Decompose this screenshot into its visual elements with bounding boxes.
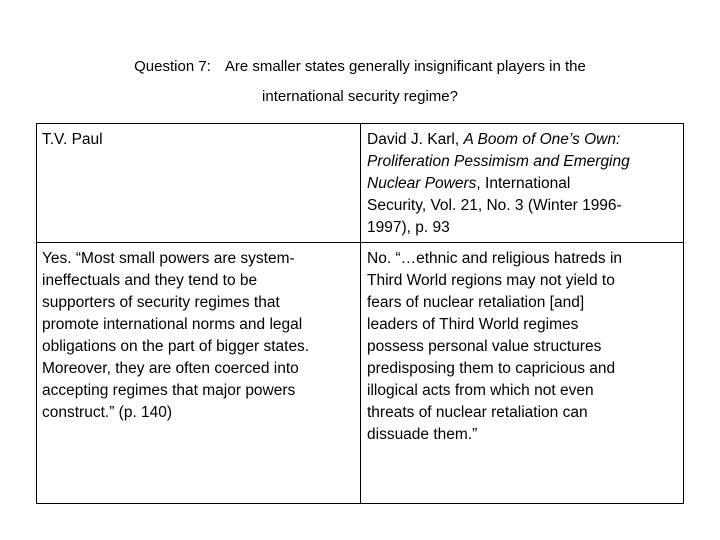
citation-line-3 xyxy=(367,173,681,195)
quote-right-line: No. “…ethnic and religious hatreds in xyxy=(367,250,623,267)
question-title-line-2: international security regime? xyxy=(262,88,458,105)
header-right-cell xyxy=(367,129,681,239)
citation-line-4: Security, Vol. 21, No. 3 (Winter 1996- xyxy=(367,197,622,214)
quote-right-line: Third World regions may not yield to xyxy=(367,272,615,289)
citation-title-3: Nuclear Powers xyxy=(367,175,477,192)
quote-left-line: Yes. “Most small powers are system- xyxy=(42,250,295,267)
body-left-cell xyxy=(42,248,358,424)
citation-line-1 xyxy=(367,129,681,151)
row-divider xyxy=(37,242,683,243)
quote-left-line: ineffectuals and they tend to be xyxy=(42,272,258,289)
column-divider xyxy=(360,124,361,503)
citation-title-1: A Boom of One’s Own: xyxy=(463,131,621,148)
citation-line-2 xyxy=(367,151,681,173)
body-right-cell xyxy=(367,248,681,446)
citation-line-5: 1997), p. 93 xyxy=(367,219,450,236)
quote-left-line: Moreover, they are often coerced into xyxy=(42,360,299,377)
comparison-table xyxy=(36,123,684,504)
citation-author: David J. Karl, xyxy=(367,131,464,148)
quote-left-line: supporters of security regimes that xyxy=(42,294,280,311)
citation-journal: , International xyxy=(476,175,571,192)
quote-left-line: obligations on the part of bigger states. xyxy=(42,338,310,355)
citation-title-2: Proliferation Pessimism and Emerging xyxy=(367,153,630,170)
quote-left-line: construct.” (p. 140) xyxy=(42,404,173,421)
question-title-line-1 xyxy=(0,58,720,75)
quote-right-line: illogical acts from which not even xyxy=(367,382,594,399)
question-label: Question 7: xyxy=(134,58,211,75)
quote-right-line: threats of nuclear retaliation can xyxy=(367,404,588,421)
quote-right-line: fears of nuclear retaliation [and] xyxy=(367,294,585,311)
quote-right-line: leaders of Third World regimes xyxy=(367,316,579,333)
quote-left-line: promote international norms and legal xyxy=(42,316,303,333)
quote-left-line: accepting regimes that major powers xyxy=(42,382,296,399)
question-text-1: Are smaller states generally insignificant players in the xyxy=(224,58,586,75)
quote-right-line: predisposing them to capricious and xyxy=(367,360,616,377)
quote-right-line: dissuade them.” xyxy=(367,426,478,443)
quote-right-line: possess personal value structures xyxy=(367,338,602,355)
header-left-cell: T.V. Paul xyxy=(42,131,103,148)
